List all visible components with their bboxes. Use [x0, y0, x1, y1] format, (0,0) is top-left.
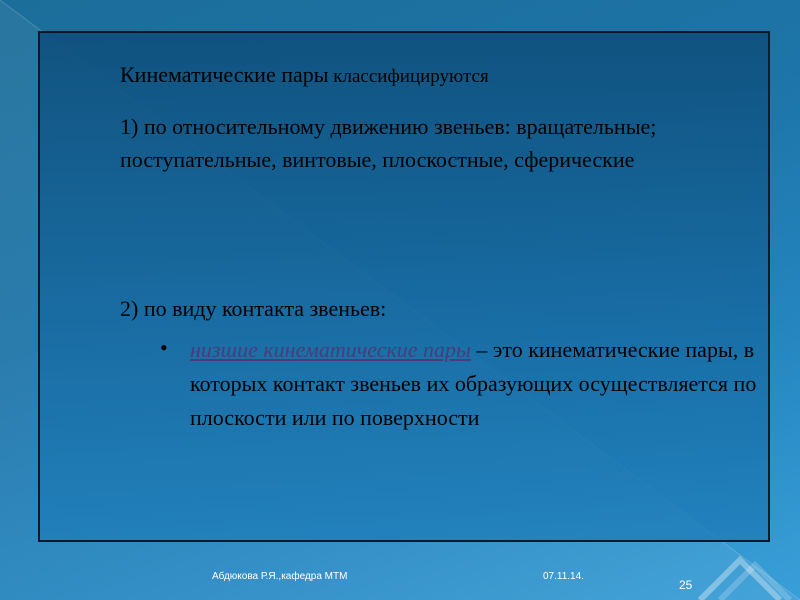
bullet-marker: •: [160, 335, 168, 360]
slide-title: [120, 62, 489, 88]
footer-date: 07.11.14.: [543, 571, 584, 582]
chevron-decoration-icon: [680, 540, 800, 600]
title-small: классифицируются: [328, 66, 489, 87]
title-main: Кинематические пары: [120, 62, 329, 87]
classification-by-motion: 1) по относительному движению звеньев: вращательные; поступательные, винтовые, плоскостные, сферические: [120, 114, 657, 172]
content-box: [38, 31, 770, 542]
bullet-lower-pairs: [190, 333, 760, 435]
bullet-definition: – это кинематические пары, в которых контакт звеньев их образующих осуществляется по плоскости или по поверхности: [190, 337, 757, 430]
term-lower-pairs: низшие кинематические пары: [190, 337, 471, 362]
page-number: 25: [679, 578, 693, 592]
classification-by-contact: 2) по виду контакта звеньев:: [120, 296, 387, 321]
footer-author: Абдюкова Р.Я.,кафедра МТМ: [212, 571, 348, 582]
